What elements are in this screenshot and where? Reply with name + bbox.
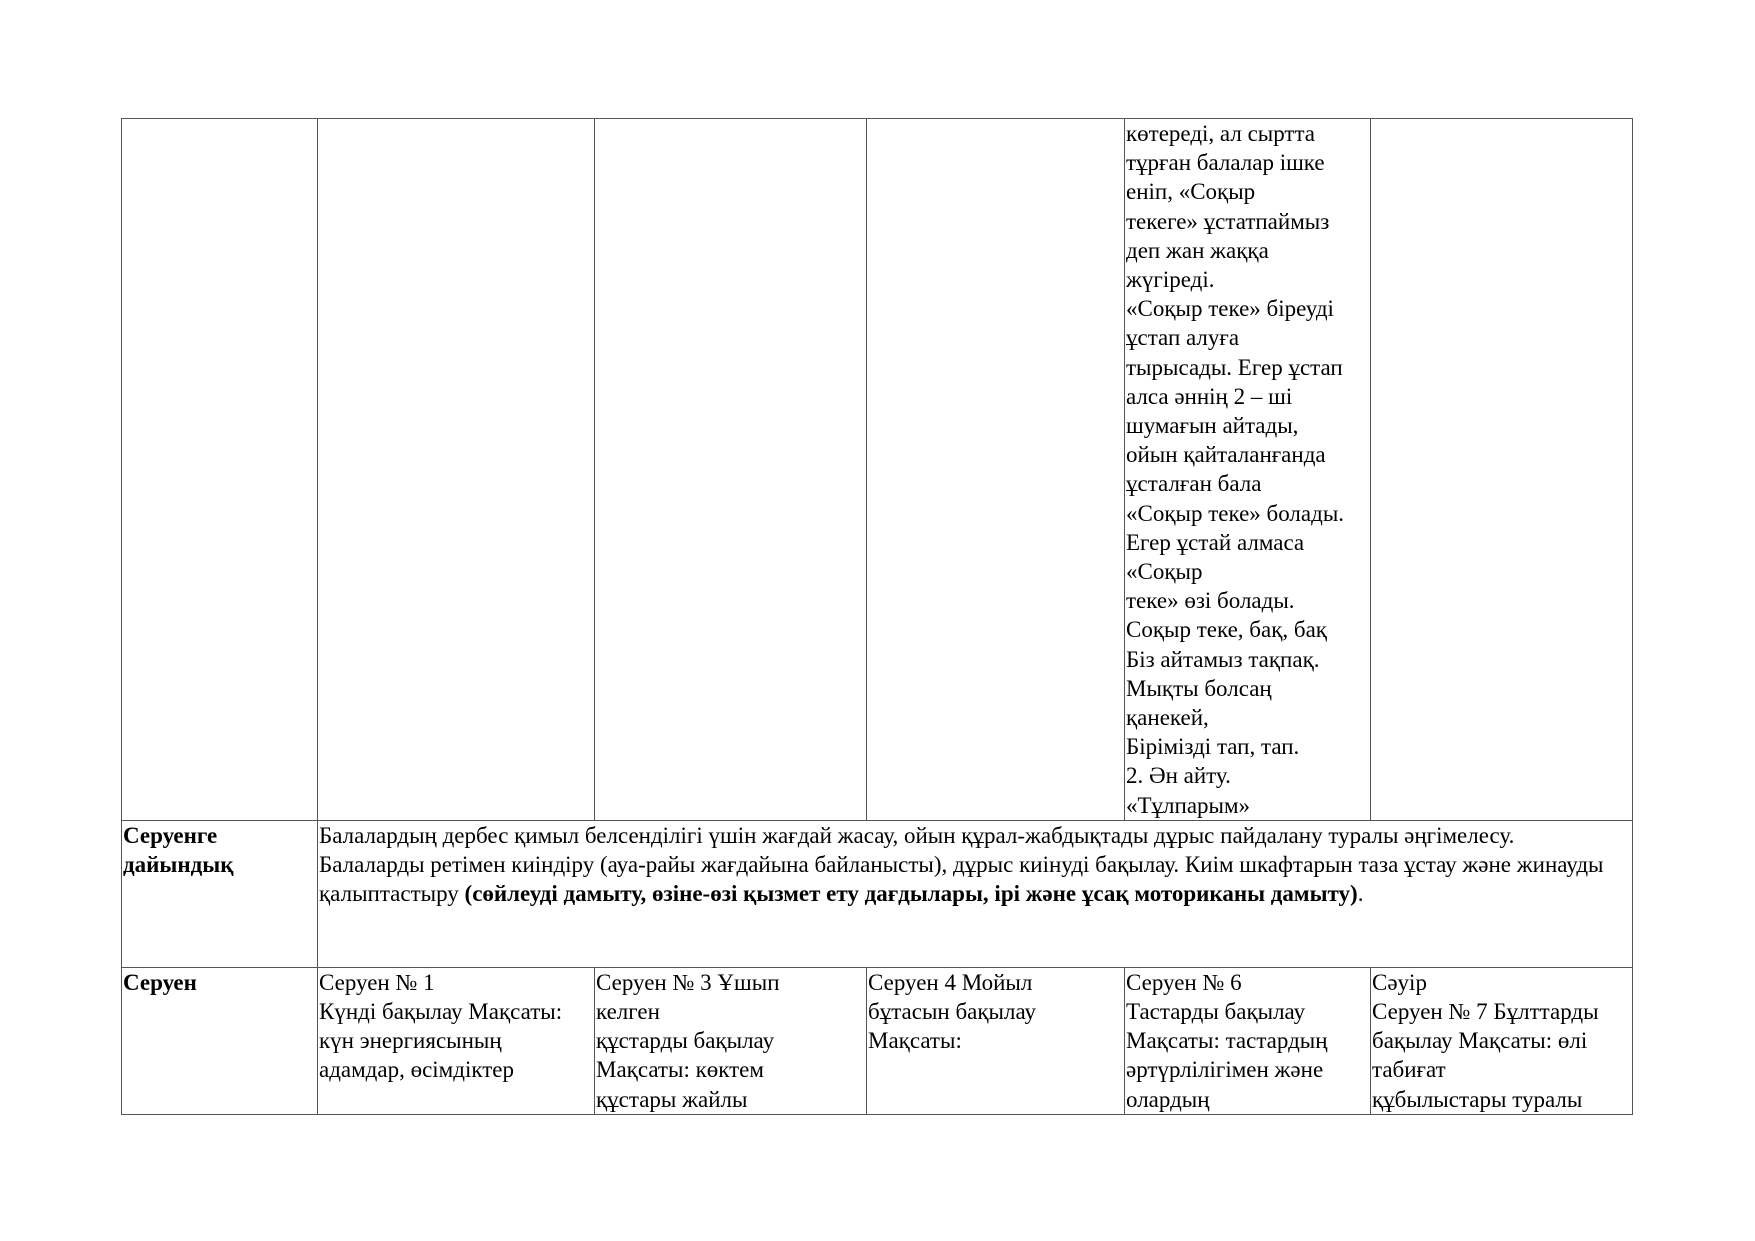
- table-row-game: [122, 119, 1633, 821]
- walk-prep-tail-text: .: [1357, 881, 1364, 907]
- row-walk-prep-text: [318, 820, 1633, 967]
- row-game-cell-1: [318, 119, 595, 821]
- row-walk-prep-label: Серуенге дайындық: [122, 820, 318, 967]
- walk-prep-bold-text: (сөйлеуді дамыту, өзіне-өзі қызмет ету дағдылары, ірі және ұсақ моториканы дамыту): [464, 881, 1358, 907]
- row-walk-cell-5: Сәуір Серуен № 7 Бұлттарды бақылау Мақсаты: өлі табиғат құбылыстары туралы: [1371, 967, 1633, 1114]
- row-walk-label: Серуен: [122, 967, 318, 1114]
- row-game-cell-3: [867, 119, 1125, 821]
- row-game-cell-5: [1371, 119, 1633, 821]
- row-game-cell-2: [595, 119, 867, 821]
- row-walk-cell-4: Серуен № 6 Тастарды бақылау Мақсаты: тастардың әртүрлілігімен және олардың: [1125, 967, 1371, 1114]
- plan-table: [121, 118, 1633, 1115]
- row-walk-cell-2: Серуен № 3 Ұшып келген құстарды бақылау Мақсаты: көктем құстары жайлы: [595, 967, 867, 1114]
- row-game-cell-4: көтереді, ал сыртта тұрған балалар ішке еніп, «Соқыр текеге» ұстатпаймыз деп жан жаққа жүгіреді. «Соқыр теке» біреуді ұстап алуға тырысады. Егер ұстап алса әннің 2 – ші шумағын айтады, ойын қайталанғанда ұсталған бала «Соқыр теке» болады. Егер ұстай алмаса «Соқыр теке» өзі болады. Соқыр теке, бақ, бақ Біз айтамыз тақпақ. Мықты болсаң қанекей, Бірімізді тап, тап. 2. Ән айту. «Тұлпарым»: [1125, 119, 1371, 821]
- row-walk-cell-1: Серуен № 1 Күнді бақылау Мақсаты: күн энергиясының адамдар, өсімдіктер: [318, 967, 595, 1114]
- row-walk-cell-3: Серуен 4 Мойыл бұтасын бақылау Мақсаты:: [867, 967, 1125, 1114]
- table-row-walk-prep: [122, 820, 1633, 967]
- walk-prep-plain-text: Балалардың дербес қимыл белсенділігі үшін жағдай жасау, ойын құрал-жабдықтады дұрыс пайдалану туралы әңгімелесу. Балаларды ретімен киіндіру (ауа-райы жағдайына байланысты), дұрыс киінуді бақылау. Киім шкафтарын таза ұстау және жинауды қалыптастыру: [319, 822, 1604, 907]
- table-row-walk: [122, 967, 1633, 1114]
- row-game-label: [122, 119, 318, 821]
